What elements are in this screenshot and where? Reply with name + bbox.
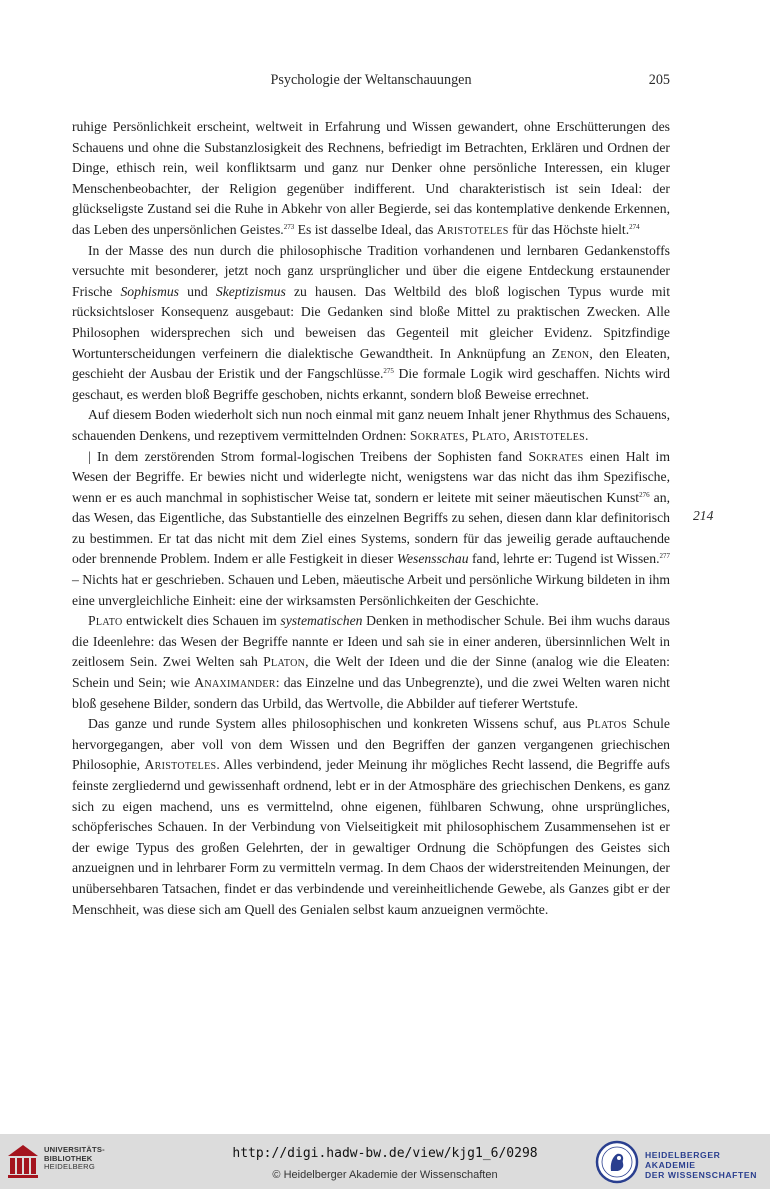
footnote-ref[interactable]: 276 (639, 490, 650, 499)
paragraph-2: In der Masse des nun durch die philosophische Tradition vorhandenen und lernbaren Gedankenstoffs versuchte mit besonderer, jetzt noch ganz ursprünglicher und über die eigene Entdeckung erstaunender Frische Sophismus und Skeptizismus zu hausen. Das Weltbild des bloß logischen Typus wurde mit rücksichtsloser Konsequenz ausgebaut: Die Gedanken sind bloße Mittel zu praktischen Zwecken. Alle Philosophen widersprechen sich und beweisen das Gegenteil mit gleicher Evidenz. Spitzfindige Wortunterscheidungen verfeinern die dialektische Gewandtheit. In Anknüpfung an Zenon, den Eleaten, geschieht der Ausbau der Eristik und der Fangschlüsse.$^{275}$ Die formale Logik wird geschaffen. Nichts wird geschaut, es werden bloß Begriffe geschoben, nichts erkannt, sondern bloß Beweise errechnet. (72, 242, 671, 402)
paragraph-1: ruhige Persönlichkeit erscheint, weltweit in Erfahrung und Wissen gewandert, ohne Erschütterungen des Schauens und ohne die Substanzlosigkeit des Rechnens, befriedigt im Betrachten, Erklären und Ordnen der Dinge, ethisch rein, weil konfliktsarm und ganz nur Denker ohne persönliche Interessen, ein kluger Menschenbeobachter, der Religion gegenüber indifferent. Und charakteristisch ist sein Ideal: der glückseligste Zustand sei die Ruhe in Abkehr von aller Begierde, sei das kontemplative denkende Erkennen, das Leben des unpersönlichen Geistes.$^{273}$ Es ist dasselbe Ideal, das Aristoteles für das Höchste hielt.$^{274}$ (72, 119, 670, 237)
copyright-notice: © Heidelberger Akademie der Wissenschaften (272, 1169, 498, 1181)
university-library-name: UNIVERSITÄTS- BIBLIOTHEK HEIDELBERG (44, 1145, 105, 1172)
footnote-ref[interactable]: 277 (659, 552, 670, 561)
body-text (72, 117, 670, 920)
academy-seal-icon[interactable] (595, 1140, 639, 1184)
footnote-ref[interactable]: 275 (383, 367, 394, 376)
running-head (72, 72, 670, 92)
paragraph-5: Plato entwickelt dies Schauen im systematischen Denken in methodischer Schule. Bei ihm wuchs daraus die Ideenlehre: das Wesen der Begriffe nannte er Ideen und sah sie in einer anderen, übersinnlichen Welt in zeitlosem Sein. Zwei Welten sah Platon, die Welt der Ideen und die der Sinne (analog wie die Eleaten: Schein und Sein; wie Anaximander: das Einzelne und das Unbegrenzte), und die zwei Welten waren nicht bloß gesehene Bilder, sondern das Urbild, das Wertvolle, die Abbilder auf tieferer Wertstufe. (72, 613, 670, 711)
margin-page-reference: 214 (693, 508, 714, 523)
paragraph-3: Auf diesem Boden wiederholt sich nun noch einmal mit ganz neuem Inhalt jener Rhythmus des Schauens, schauenden Denkens, und rezeptivem vermittelnden Ordnen: Sokrates, Plato, Aristoteles. (72, 407, 670, 443)
permalink-url[interactable]: http://digi.hadw-bw.de/view/kjg1_6/0298 (232, 1146, 538, 1161)
footnote-ref[interactable]: 273 (283, 222, 295, 231)
paragraph-4: | In dem zerstörenden Strom formal-logischen Treibens der Sophisten fand Sokrates einen Halt im Wesen der Begriffe. Er bewies nicht und widerlegte nicht, wenigstens war das nicht das ihm Spezifische, wenn er es auch manchmal in sophistischer Weise tat, sondern er leitete mit seiner mäeutischen Kunst$^{276}$ an, das Wesen, das Eigentliche, das Substantielle des einzelnen Begriffs zu sehen, diesen dann klar definitorisch zu bestimmen. Er tat das nicht mit dem Ziel eines Systems, sondern für das jeweilig gerade auftauchende oder brennende Problem. Indem er alle Festigkeit in dieser Wesensschau fand, lehrte er: Tugend ist Wissen.$^{277}$ – Nichts hat er geschrieben. Schauen und Leben, mäeutische Arbeit und persönliche Wirkung bildeten in ihm eine unvergleichliche Einheit: eine der wirksamsten Persönlichkeiten der Geschichte. (72, 448, 671, 608)
footnote-ref[interactable]: 274 (629, 222, 640, 231)
academy-name: HEIDELBERGER AKADEMIE DER WISSENSCHAFTEN (645, 1150, 758, 1180)
digitization-footer (0, 1134, 770, 1189)
running-title: Psychologie der Weltanschauungen (270, 72, 472, 88)
paragraph-6: Das ganze und runde System alles philosophischen und konkreten Wissens schuf, aus Platos Schule hervorgegangen, aber voll von dem Wissen und den Begriffen der ganzen vergangenen griechischen Philosophie, Aristoteles. Alles verbindend, jeder Meinung ihr mögliches Recht lassend, die Begriffe aufs feinste zergliedernd und gewissenhaft ordnend, lebt er in der Atmosphäre des griechischen Denkens, es ganz sich zu eigen machend, uns es vermittelnd, ohne eigenen, fühlbaren Schwung, ohne ursprüngliches, schöpferisches Schauen. In der Verbindung von Vielseitigkeit mit philosophischem Zusammensehen ist er der ewige Typus des großen Gelehrten, der in gewaltiger Ordnung die Schöpfungen des Geistes sich anzueignen und in lehrbarer Form zu vermitteln vermag. In dem Chaos der widerstreitenden Meinungen, der unübersehbaren Tatsachen, findet er das verbindende und vereinheitlichende Gewebe, als Ganzes gibt er der Menschheit, was diese sich am Quell des Genialen selbst kaum anzueignen vermöchte. (72, 716, 670, 917)
page-number: 205 (648, 72, 670, 88)
